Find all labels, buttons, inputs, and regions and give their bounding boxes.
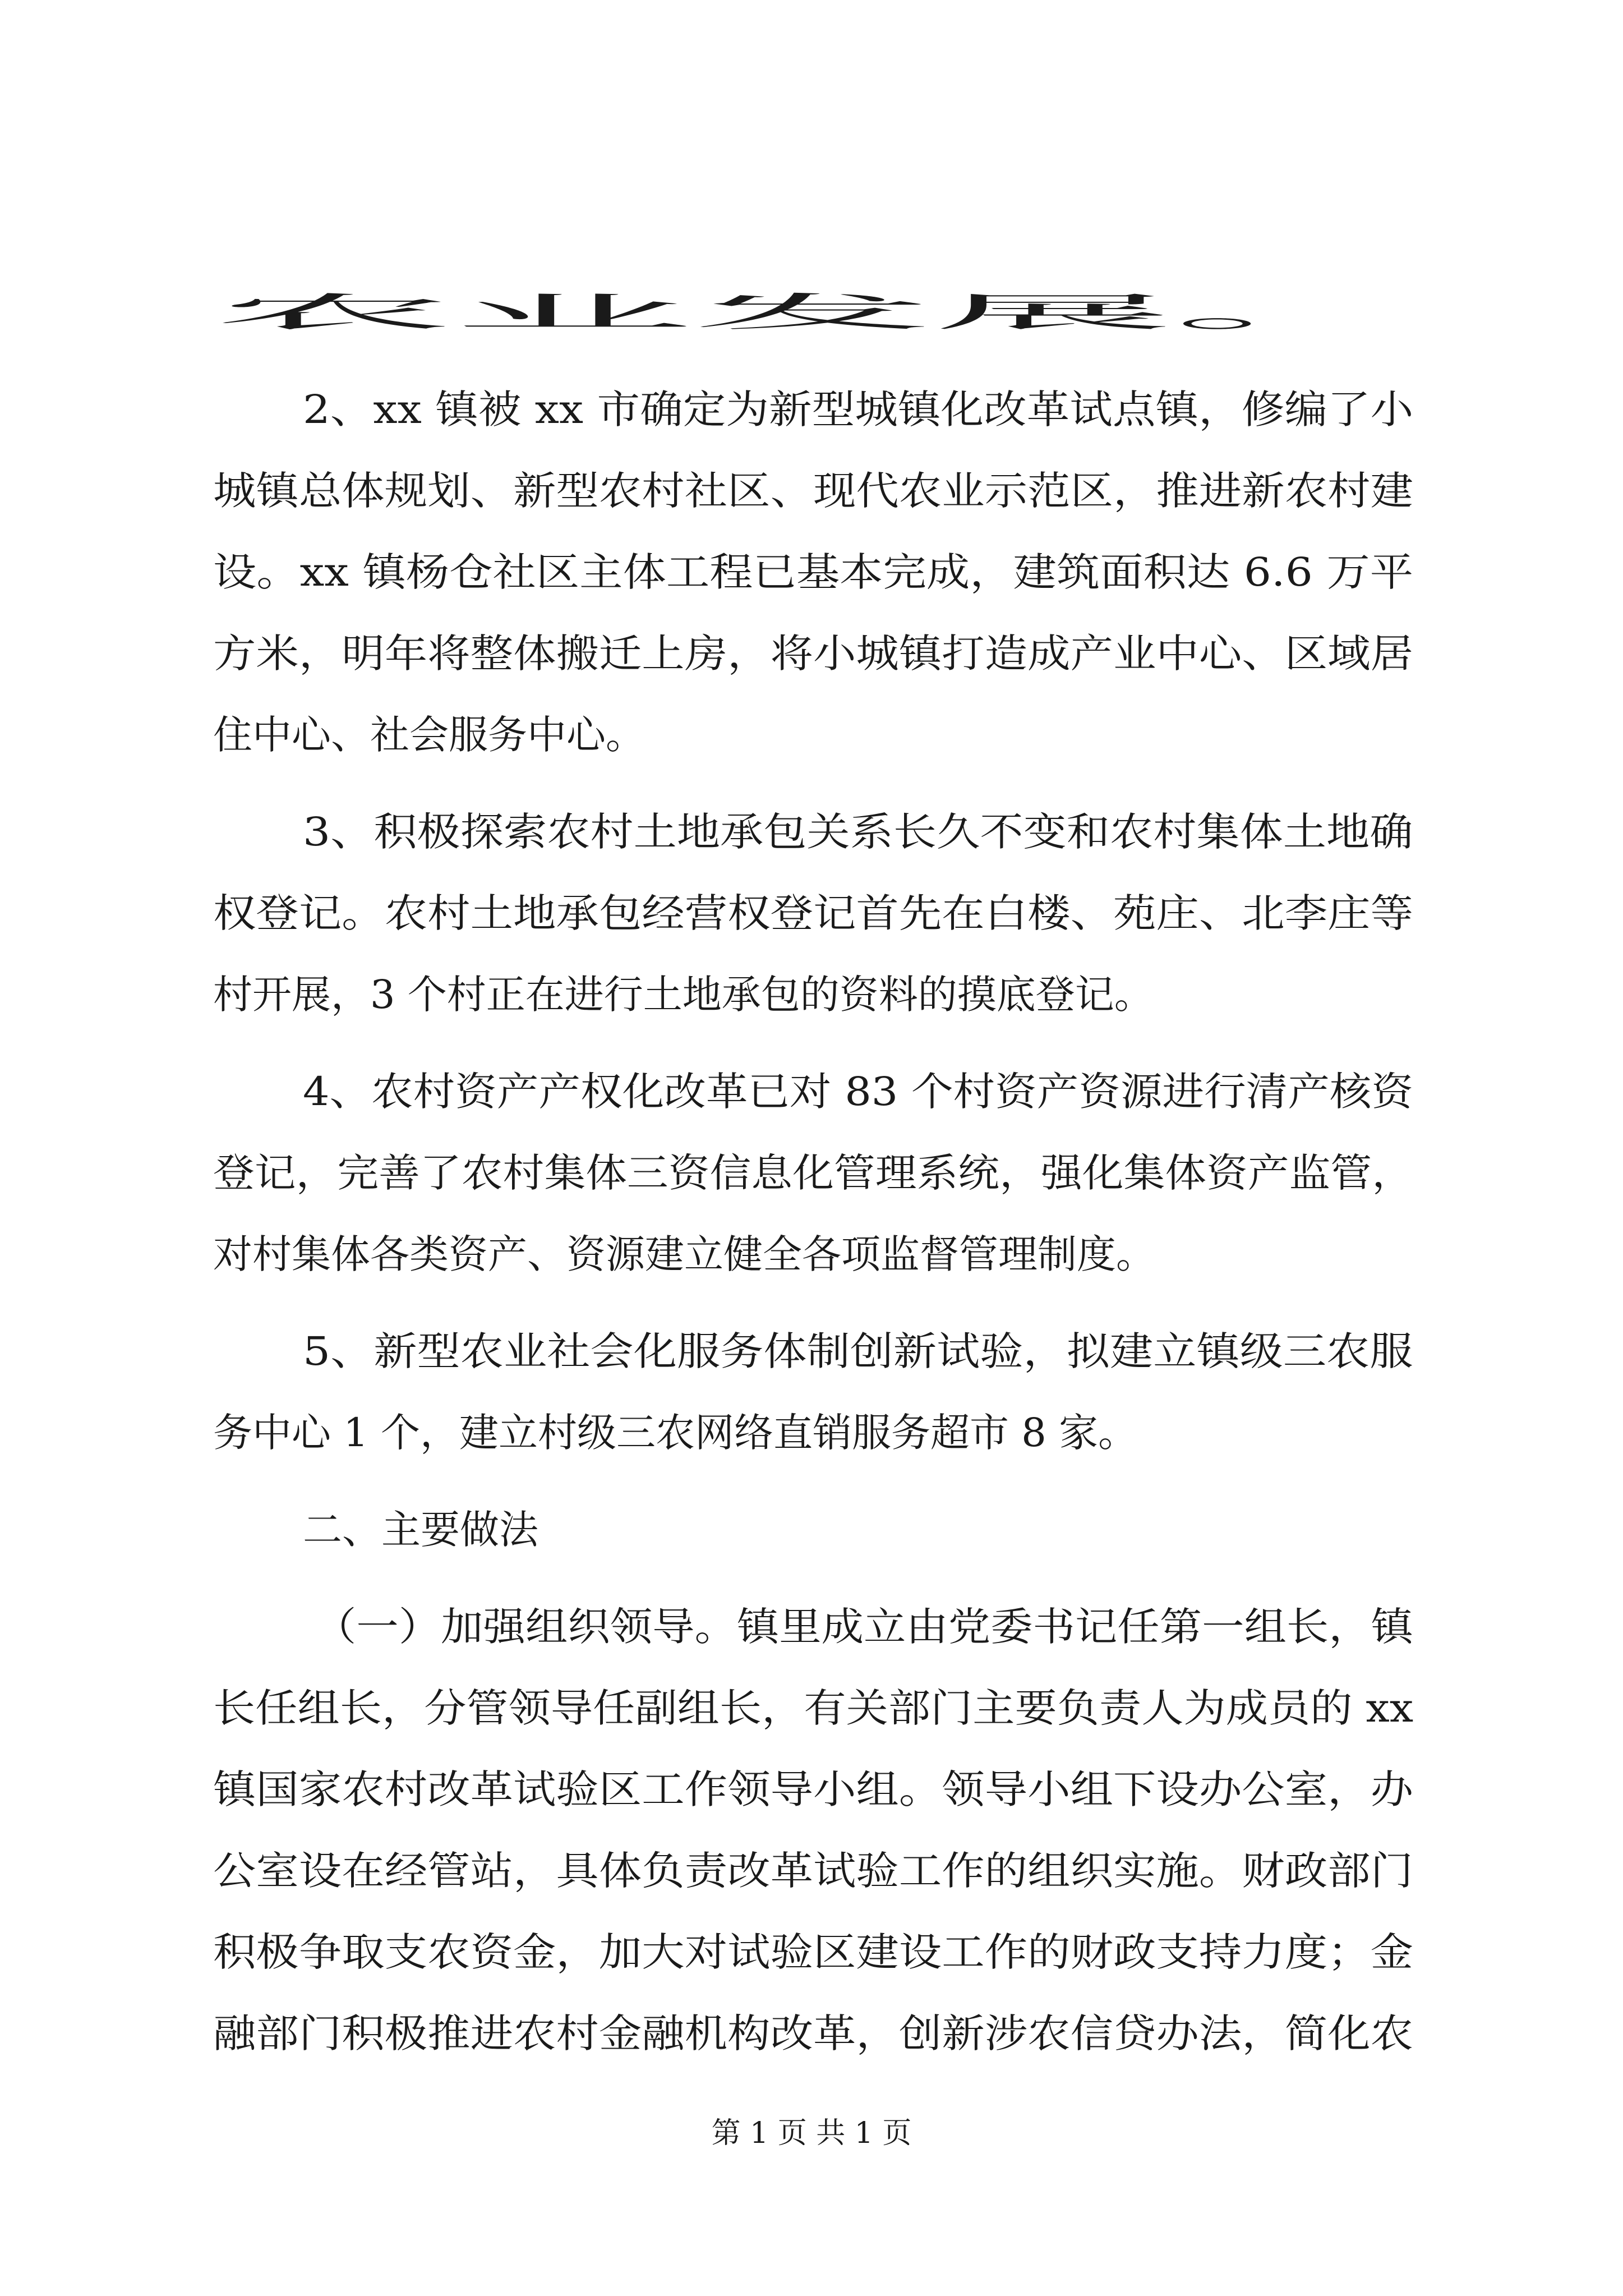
text-line: 村开展，3 个村正在进行土地承包的资料的摸底登记。 <box>213 972 1154 1018</box>
section-heading: 二、主要做法 <box>303 1507 538 1553</box>
text-line: 镇国家农村改革试验区工作领导小组。领导小组下设办公室，办 <box>213 1766 1413 1812</box>
text-line: 登记，完善了农村集体三资信息化管理系统，强化集体资产监管， <box>213 1150 1413 1196</box>
text-line: 农业发展。 <box>213 289 1413 335</box>
text-line: 设。xx 镇杨仓社区主体工程已基本完成，建筑面积达 6.6 万平 <box>213 549 1414 595</box>
text-line: 公室设在经管站，具体负责改革试验工作的组织实施。财政部门 <box>213 1848 1413 1894</box>
text-line: 4、农村资产产权化改革已对 83 个村资产资源进行清产核资 <box>303 1069 1414 1115</box>
text-line: 方米，明年将整体搬迁上房，将小城镇打造成产业中心、区域居 <box>213 631 1413 677</box>
text-line: 长任组长，分管领导任副组长，有关部门主要负责人为成员的 xx <box>213 1685 1414 1731</box>
text-line: 5、新型农业社会化服务体制创新试验，拟建立镇级三农服 <box>303 1328 1413 1374</box>
text-line: 城镇总体规划、新型农村社区、现代农业示范区，推进新农村建 <box>213 468 1413 514</box>
text-line: （一）加强组织领导。镇里成立由党委书记任第一组长，镇 <box>314 1604 1413 1650</box>
page-footer: 第 1 页 共 1 页 <box>711 2116 912 2150</box>
text-line: 融部门积极推进农村金融机构改革，创新涉农信贷办法，简化农 <box>213 2010 1413 2056</box>
text-line: 对村集体各类资产、资源建立健全各项监督管理制度。 <box>213 1231 1155 1277</box>
text-line: 积极争取支农资金，加大对试验区建设工作的财政支持力度；金 <box>213 1929 1413 1975</box>
text-line: 权登记。农村土地承包经营权登记首先在白楼、苑庄、北李庄等 <box>213 890 1413 936</box>
text-line: 3、积极探索农村土地承包关系长久不变和农村集体土地确 <box>303 809 1413 855</box>
text-line: 住中心、社会服务中心。 <box>213 712 645 758</box>
text-line: 务中心 1 个，建立村级三农网络直销服务超市 8 家。 <box>213 1410 1138 1456</box>
text-line: 2、xx 镇被 xx 市确定为新型城镇化改革试点镇，修编了小 <box>303 386 1414 432</box>
